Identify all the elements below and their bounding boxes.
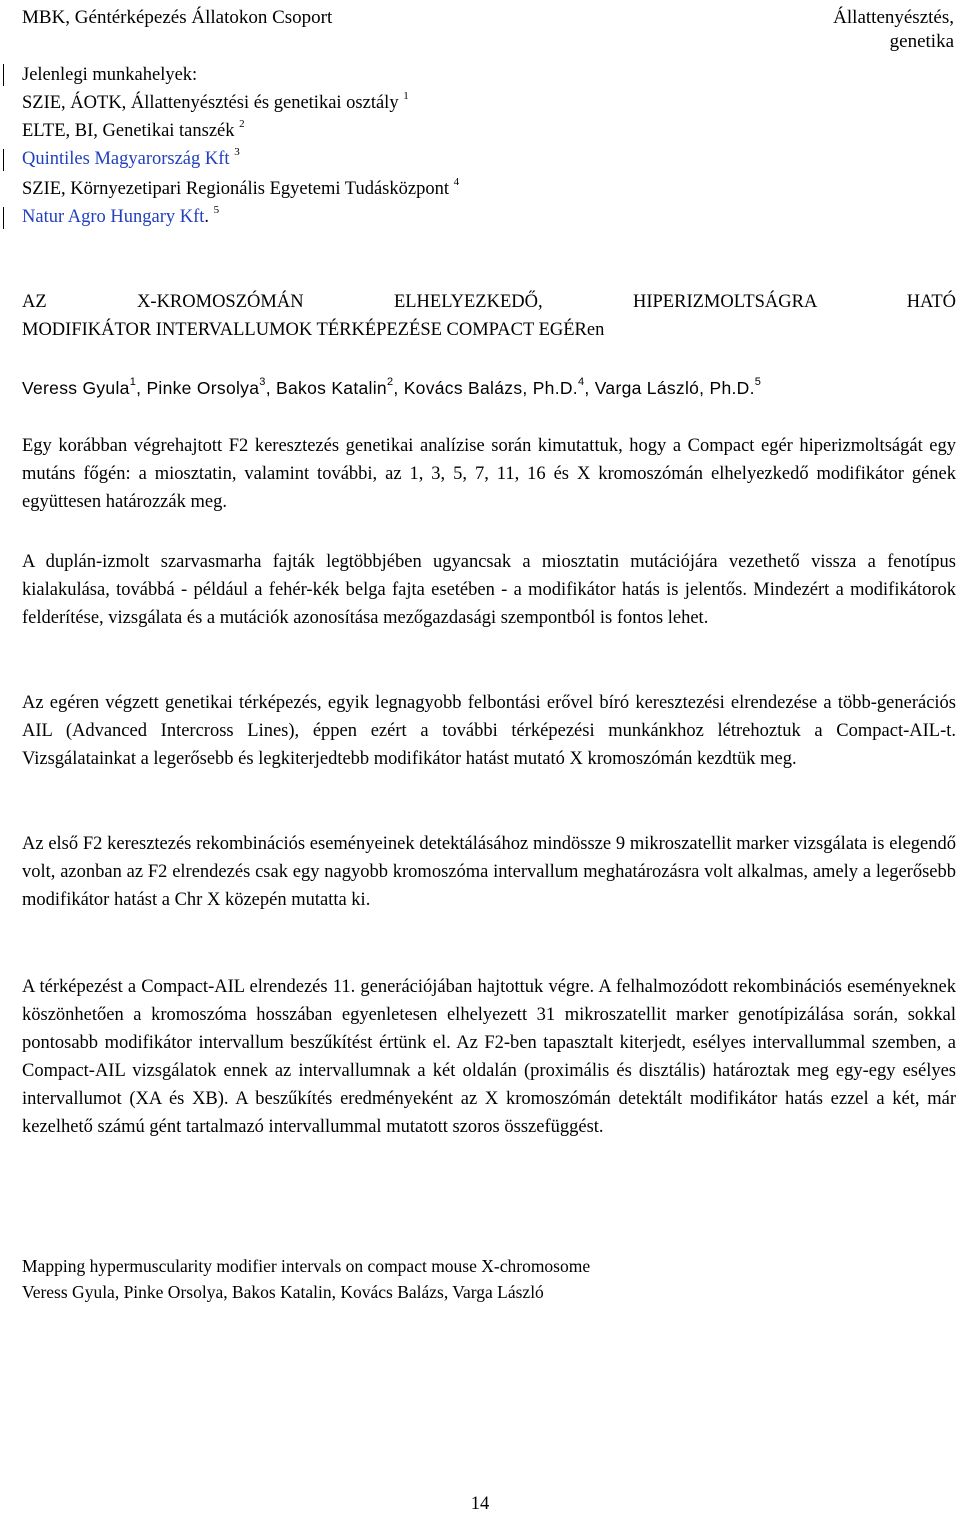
header-right-line1: Állattenyésztés,	[833, 7, 954, 28]
author-line	[22, 376, 761, 400]
revision-bar	[3, 64, 4, 86]
title-word: ELHELYEZKEDŐ,	[393, 292, 543, 312]
author-sup: 1	[129, 376, 137, 388]
affiliation-text: SZIE, Környezetipari Regionális Egyetemi Tudásközpont	[22, 179, 449, 199]
affiliation-5	[22, 205, 219, 229]
affiliation-3	[22, 147, 240, 171]
english-title: Mapping hypermuscularity modifier intervals on compact mouse X-chromosome	[22, 1256, 591, 1276]
author-sep: ,	[136, 378, 147, 398]
header-right	[833, 6, 954, 54]
author-name: Kovács Balázs, Ph.D.	[403, 378, 578, 398]
author-sup: 2	[386, 376, 394, 388]
author-sep: ,	[265, 378, 277, 398]
affiliation-sup: 4	[453, 176, 460, 188]
title-word: AZ	[22, 292, 47, 312]
paragraph-2: A duplán-izmolt szarvasmarha fajták legtöbbjében ugyancsak a miosztatin mutációjára vezethető vissza a fenotípus kialakulása, továbbá - például a fehér-kék belga fajta esetében - a modifikátor hatás is jelentős. Mindezért a modifikátorok felderítése, vizsgálata és a mutációk azonosítása mezőgazdasági szempontból is fontos lehet.	[22, 552, 956, 628]
affiliation-sup: 3	[234, 146, 240, 158]
paragraph-3: Az egéren végzett genetikai térképezés, egyik legnagyobb felbontási erővel bíró keresztezési elrendezése a több-generációs AIL (Advanced Intercross Lines), éppen ezért a további térképezési munkánkhoz létrehoztuk a Compact-AIL-t. Vizsgálatainkat a legerősebb és legkiterjedtebb modifikátor hatást mutató X kromoszómán kezdtük meg.	[22, 693, 956, 769]
author-name: Bakos Katalin	[276, 378, 387, 398]
affiliation-sup: 5	[213, 204, 220, 216]
affiliation-sup: 2	[239, 118, 245, 130]
affiliation-sup: 1	[403, 90, 409, 102]
affiliation-text: SZIE, ÁOTK, Állattenyésztési és genetikai osztály	[22, 93, 399, 113]
author-name: Veress Gyula	[22, 378, 130, 398]
title-word: HIPERIZMOLTSÁGRA	[633, 292, 817, 312]
author-sup: 4	[577, 376, 585, 388]
author-name: Varga László, Ph.D.	[594, 378, 755, 398]
author-sep: ,	[393, 378, 404, 398]
page-number: 14	[470, 1494, 490, 1514]
title-line-2: MODIFIKÁTOR INTERVALLUMOK TÉRKÉPEZÉSE COMPACT EGÉRen	[22, 320, 605, 340]
author-sup: 5	[754, 376, 762, 388]
title-word: HATÓ	[906, 292, 957, 312]
affiliation-link[interactable]: Natur Agro Hungary Kft	[22, 207, 205, 227]
affiliation-tail: .	[204, 207, 210, 227]
affiliation-4	[22, 177, 459, 201]
author-name: Pinke Orsolya	[146, 378, 260, 398]
paragraph-1: Egy korábban végrehajtott F2 keresztezés genetikai analízise során kimutattuk, hogy a Compact egér hiperizmoltságát egy mutáns főgén: a miosztatin, valamint további, az 1, 3, 5, 7, 11, 16 és X kromoszómán elhelyezkedő modifikátor gének együttesen határozzák meg.	[22, 436, 956, 512]
paragraph-4: Az első F2 keresztezés rekombinációs eseményeinek detektálásához mindössze 9 mikroszatellit marker vizsgálata is elegendő volt, azonban az F2 elrendezés csak egy nagyobb kromoszóma intervallum meghatározásra volt alkalmas, amely a legerősebb modifikátor hatást a Chr X közepén mutatta ki.	[22, 834, 956, 910]
header-right-line2: genetika	[889, 31, 954, 52]
affiliations-heading: Jelenlegi munkahelyek:	[22, 65, 198, 85]
revision-bar	[3, 207, 4, 229]
author-sep: ,	[584, 378, 595, 398]
paragraph-5: A térképezést a Compact-AIL elrendezés 11. generációjában hajtottuk végre. A felhalmozódott rekombinációs eseményeknek köszönhetően a kromoszóma hosszában egyenletesen elhelyezett 31 mikroszatellit marker genotípizálása során, sokkal pontosabb modifikátor intervallum beszűkítést értünk el. Az F2-ben tapasztalt kiterjedt, esélyes intervallummal szemben, a Compact-AIL vizsgálatok ennek az intervallumnak a két oldalán (proximális és disztális) határoztak meg egy-egy esélyes intervallumot (XA és XB). A beszűkítés eredményeként az X kromoszómán detektált modifikátor hatás ezzel a két, már kezelhető számú gént tartalmazó intervallummal mutatott szoros összefüggést.	[22, 977, 956, 1137]
author-sup: 3	[259, 376, 266, 388]
affiliation-2	[22, 119, 245, 143]
revision-bar	[3, 149, 4, 171]
article-title	[22, 288, 956, 344]
title-word: X-KROMOSZÓMÁN	[137, 292, 304, 312]
english-authors: Veress Gyula, Pinke Orsolya, Bakos Katalin, Kovács Balázs, Varga László	[22, 1282, 544, 1302]
affiliation-1	[22, 91, 409, 115]
affiliation-link[interactable]: Quintiles Magyarország Kft	[22, 149, 230, 169]
title-line-1	[22, 288, 956, 316]
header-left: MBK, Géntérképezés Állatokon Csoport	[22, 7, 333, 28]
affiliation-text: ELTE, BI, Genetikai tanszék	[22, 121, 235, 141]
